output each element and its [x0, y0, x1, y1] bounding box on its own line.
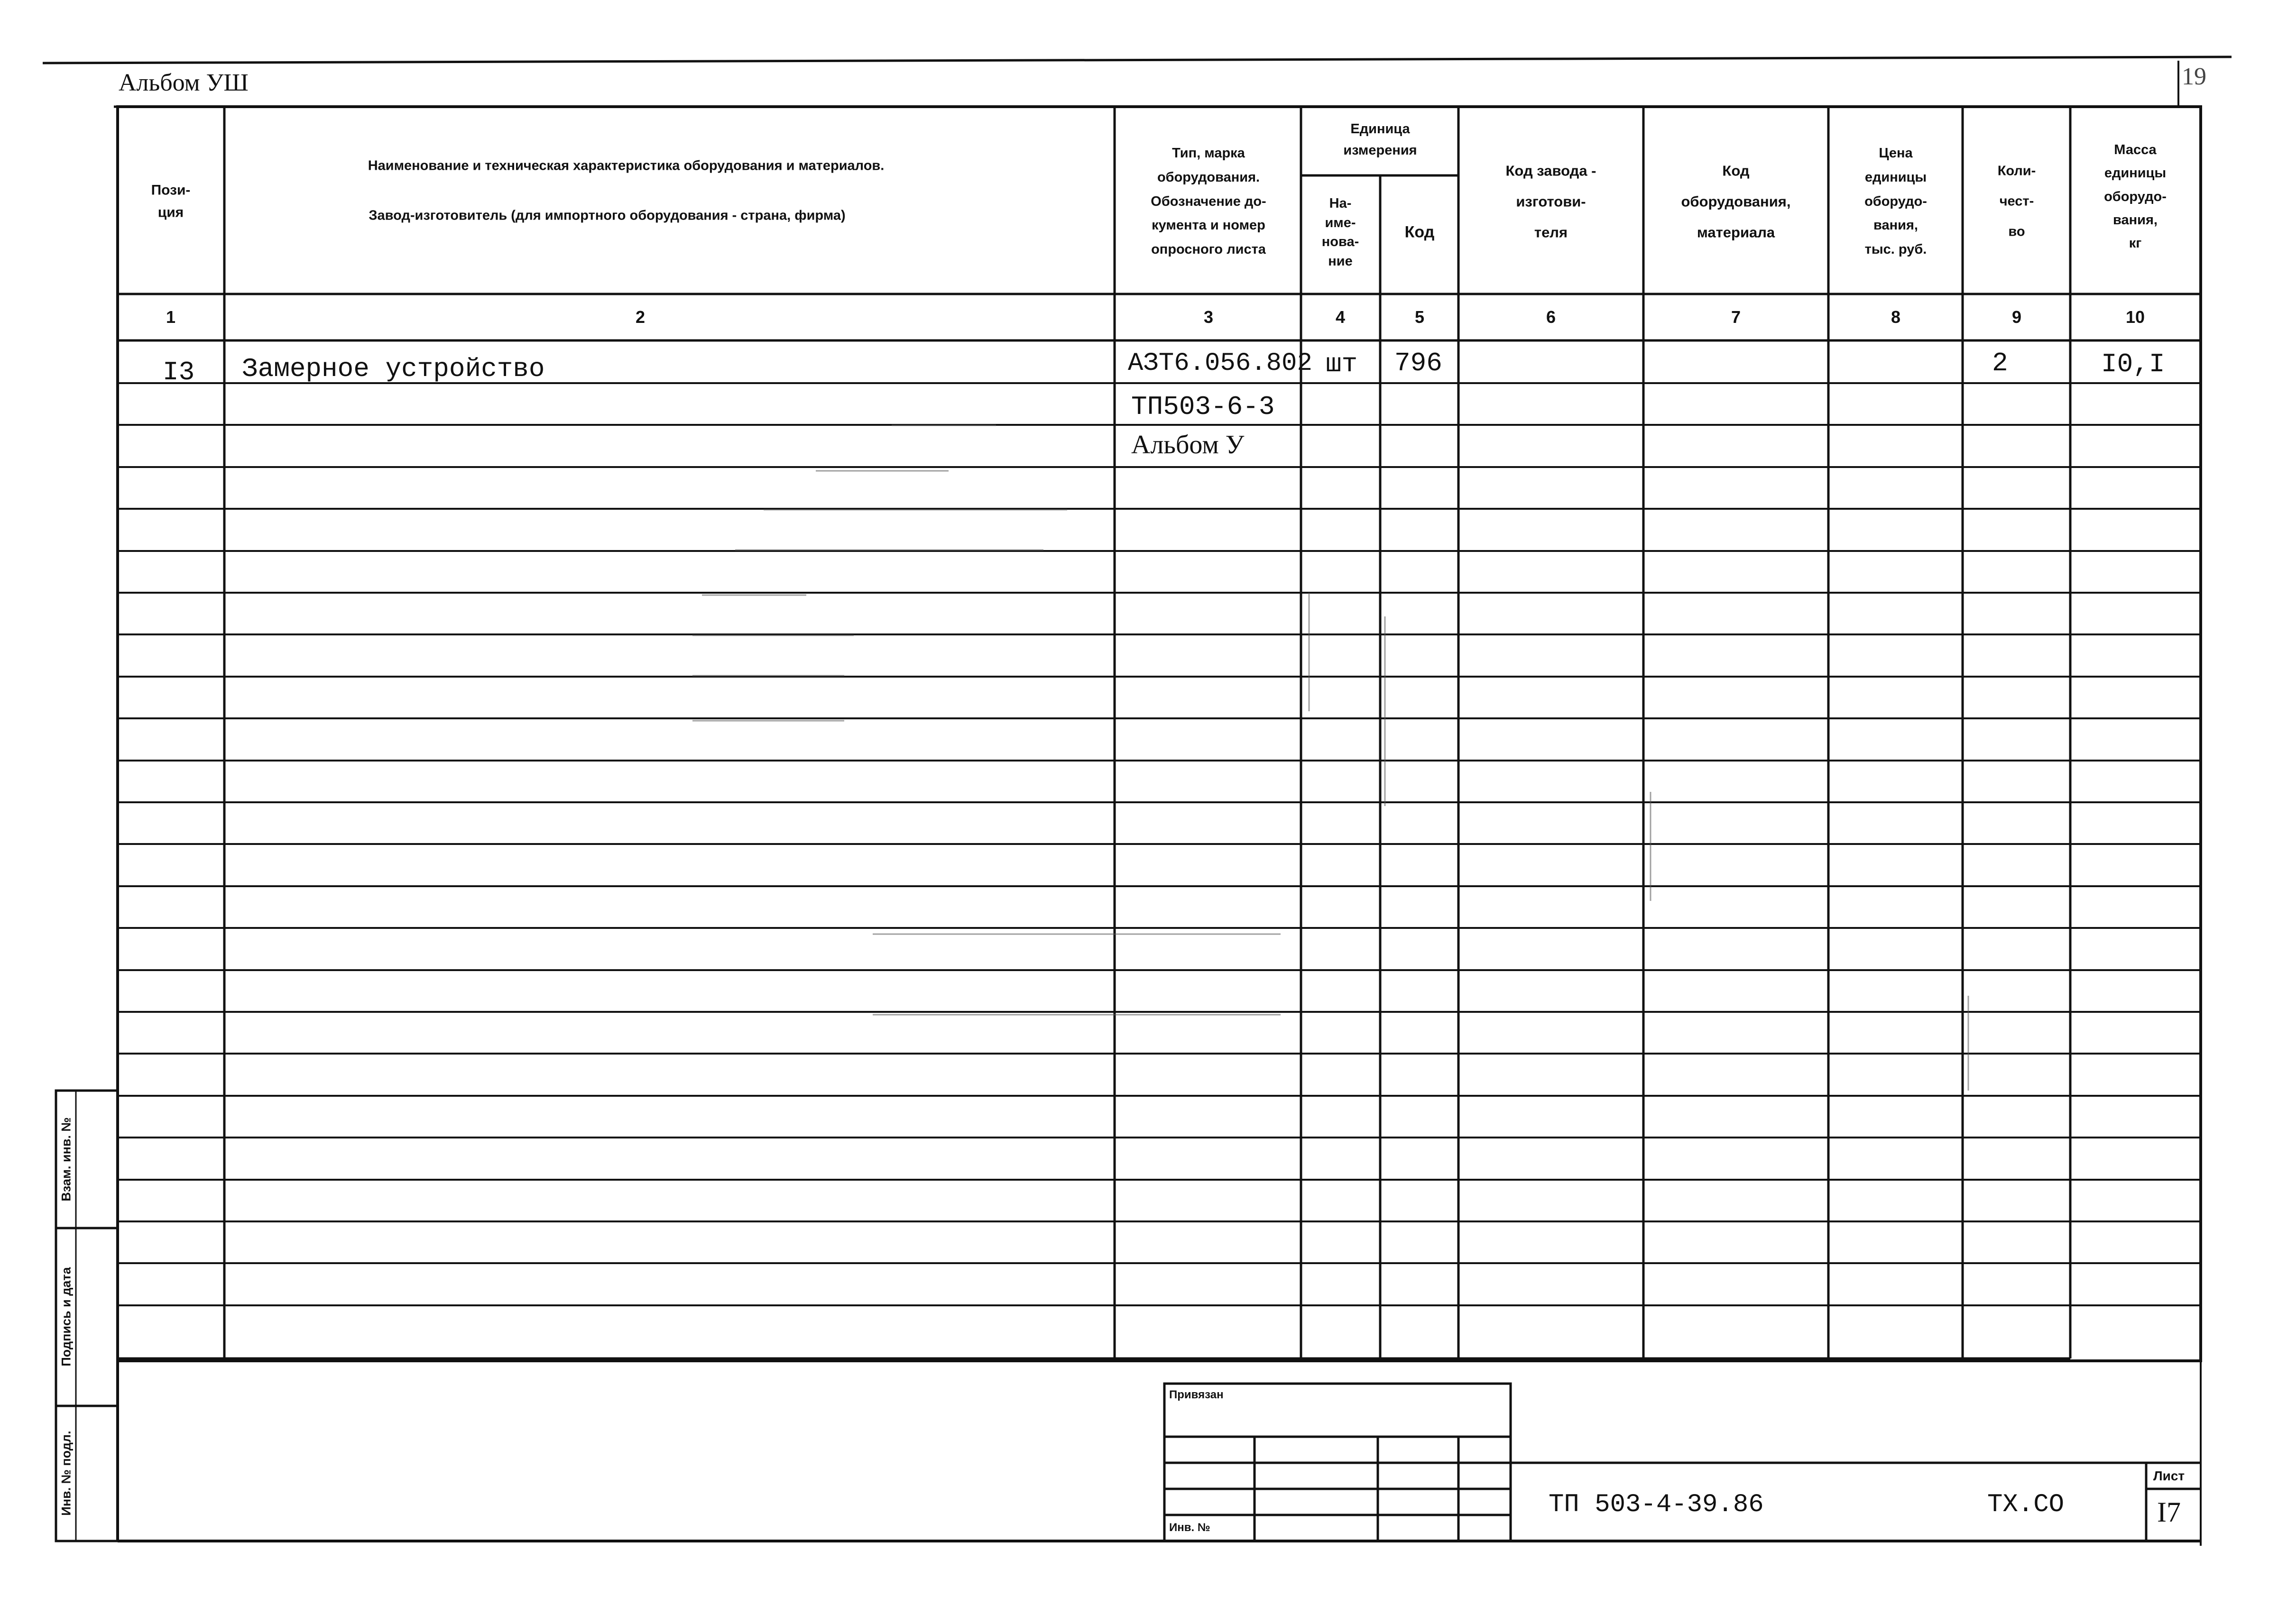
- header-plant-code: Код завода - изготови- теля: [1505, 162, 1596, 241]
- row-1-position: I3: [163, 357, 195, 387]
- side-stamp-vzam: Взам. инв. №: [59, 1117, 74, 1202]
- row-1-mass: I0,I: [2101, 349, 2165, 379]
- sheet-label: Лист: [2153, 1468, 2185, 1483]
- header-name-line1: Наименование и техническая характеристика оборудования и материалов.: [368, 158, 885, 174]
- column-number-2: 2: [635, 307, 646, 327]
- page-number: 19: [2182, 63, 2206, 90]
- row-1-unit-name: шт: [1326, 349, 1358, 379]
- header-unit-code: Код: [1404, 223, 1435, 241]
- stamp-inv-no: Инв. №: [1169, 1521, 1210, 1534]
- column-number-8: 8: [1891, 307, 1901, 327]
- column-number-7: 7: [1731, 307, 1741, 327]
- side-stamp-inv: Инв. № подл.: [59, 1431, 74, 1516]
- column-number-9: 9: [2011, 307, 2022, 327]
- column-number-4: 4: [1335, 307, 1346, 327]
- column-number-1: 1: [166, 307, 176, 327]
- column-number-10: 10: [2125, 307, 2145, 327]
- row-2-type: ТП503-6-3: [1131, 392, 1275, 422]
- header-equipment-code: Код оборудования, материала: [1681, 162, 1791, 241]
- header-unit-mass: Масса единицы оборудо- вания, кг: [2104, 142, 2167, 251]
- header-quantity: Коли- чест- во: [1997, 163, 2036, 239]
- side-stamp-podpis: Подпись и дата: [59, 1267, 74, 1367]
- stamp-privyazan: Привязан: [1169, 1388, 1224, 1401]
- column-number-5: 5: [1414, 307, 1425, 327]
- column-number-3: 3: [1203, 307, 1214, 327]
- document-code: ТП 503-4-39.86: [1549, 1490, 1764, 1519]
- row-1-name: Замерное устройство: [242, 354, 545, 384]
- header-unit-group: Единица измерения: [1343, 121, 1417, 158]
- row-1-unit-code: 796: [1394, 348, 1442, 378]
- album-label: Альбом УШ: [119, 69, 249, 96]
- header-name-line2: Завод-изготовитель (для импортного оборудования - страна, фирма): [369, 208, 846, 223]
- document-mark: ТХ.СО: [1987, 1490, 2065, 1519]
- column-number-6: 6: [1546, 307, 1556, 327]
- row-3-type: Альбом У: [1131, 430, 1245, 459]
- row-1-quantity: 2: [1992, 348, 2008, 378]
- header-type: Тип, марка оборудования. Обозначение до- кумента и номер опросного листа: [1151, 146, 1266, 257]
- sheet-number: I7: [2157, 1496, 2181, 1528]
- header-unit-name: На- име- нова- ние: [1321, 195, 1359, 269]
- header-unit-price: Цена единицы оборудо- вания, тыс. руб.: [1864, 146, 1927, 257]
- header-position: Пози- ция: [151, 182, 191, 220]
- row-1-type: АЗТ6.056.802: [1128, 349, 1312, 378]
